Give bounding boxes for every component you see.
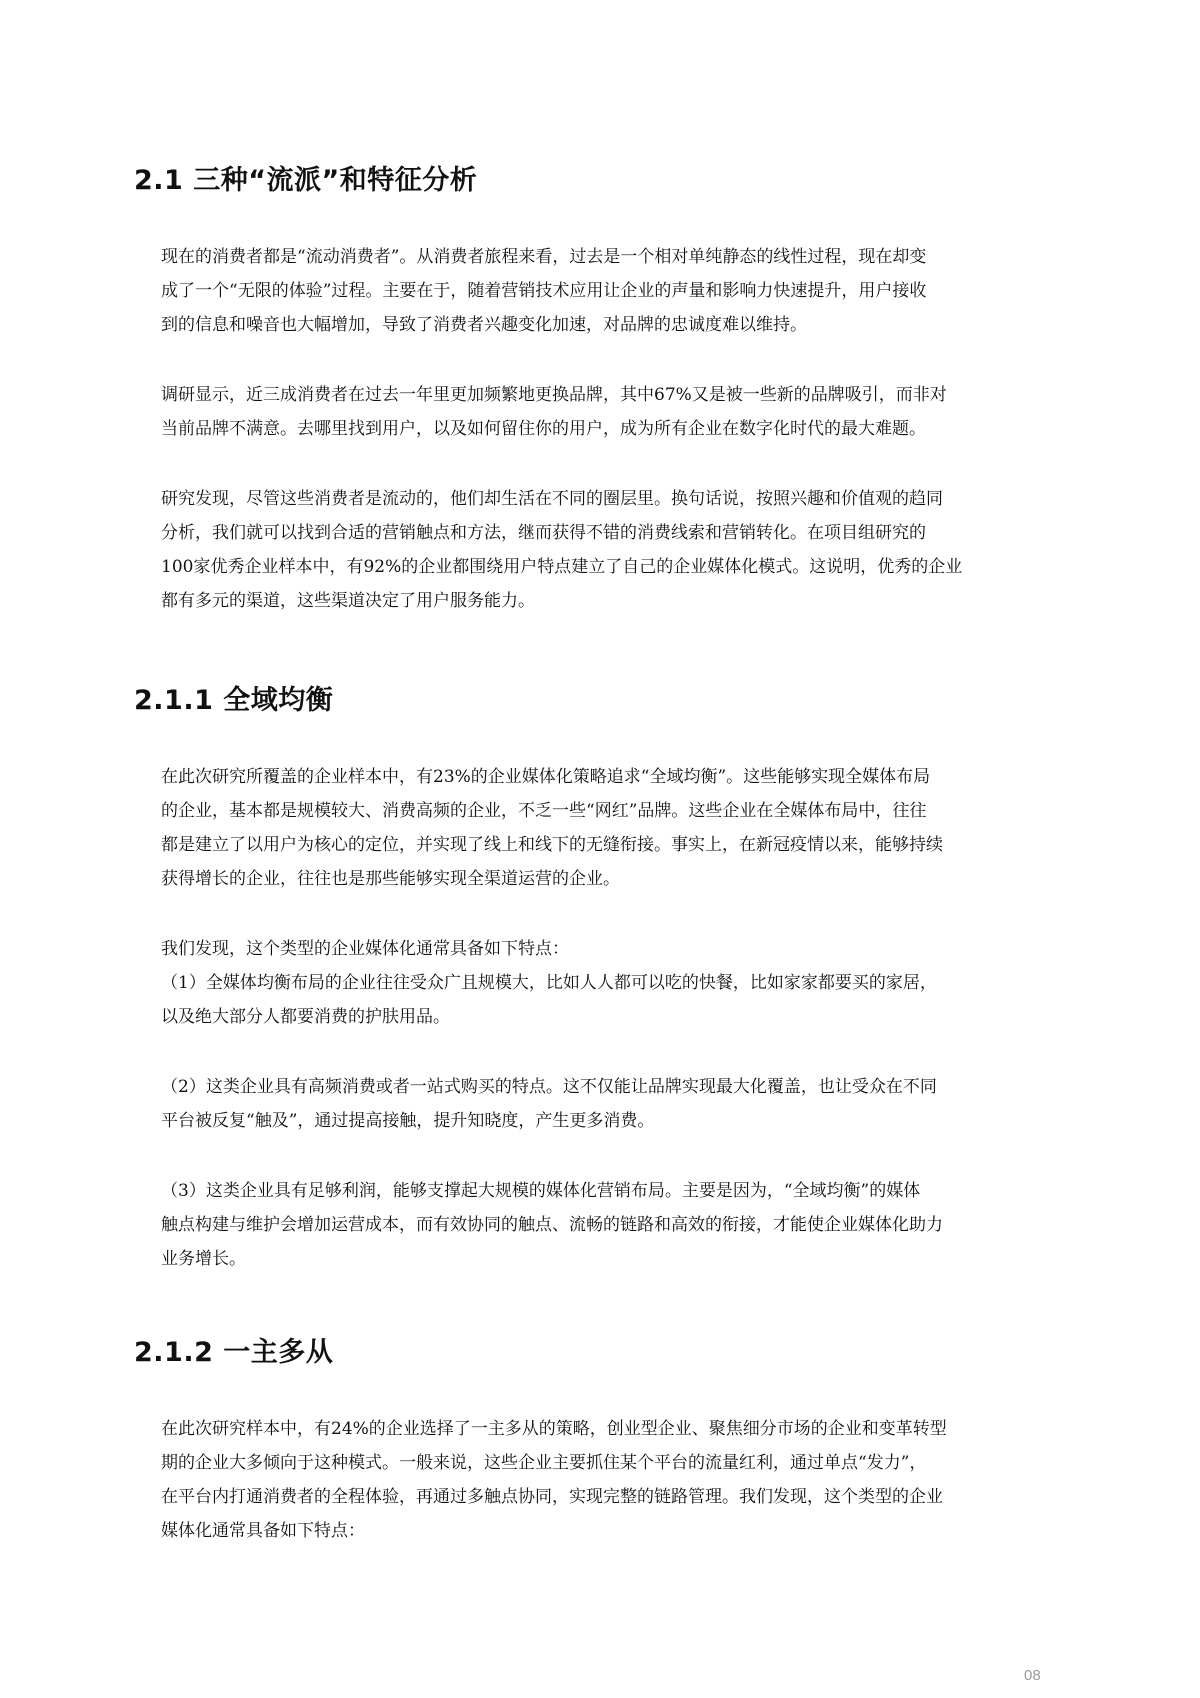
text-line: 在平台内打通消费者的全程体验，再通过多触点协同，实现完整的链路管理。我们发现，这个类型的企业 [161,1487,943,1507]
section-heading-2-1: 2.1 三种“流派”和特征分析 [134,165,478,196]
page-number: 08 [1024,1667,1041,1684]
paragraph-2-1-1 [161,240,1051,342]
text-line: （3）这类企业具有足够利润，能够支撑起大规模的媒体化营销布局。主要是因为，“全域均衡”的媒体 [161,1181,921,1201]
text-line: 都是建立了以用户为核心的定位，并实现了线上和线下的无缝衔接。事实上，在新冠疫情以来，能够持续 [161,835,943,855]
section-heading-2-1-2: 2.1.2 一主多从 [134,1337,334,1368]
text-line: 触点构建与维护会增加运营成本，而有效协同的触点、流畅的链路和高效的衔接，才能使企业媒体化助力 [161,1215,943,1235]
paragraph-2-1-1-4 [161,1174,1051,1276]
text-line: （2）这类企业具有高频消费或者一站式购买的特点。这不仅能让品牌实现最大化覆盖，也让受众在不同 [161,1077,937,1097]
text-line: 研究发现，尽管这些消费者是流动的，他们却生活在不同的圈层里。换句话说，按照兴趣和价值观的趋同 [161,489,943,509]
text-line: 分析，我们就可以找到合适的营销触点和方法，继而获得不错的消费线索和营销转化。在项目组研究的 [161,523,926,543]
text-line: 到的信息和噪音也大幅增加，导致了消费者兴趣变化加速，对品牌的忠诚度难以维持。 [161,315,807,335]
section-heading-2-1-1: 2.1.1 全域均衡 [134,685,334,716]
text-line: 我们发现，这个类型的企业媒体化通常具备如下特点： [161,939,569,959]
text-line: 业务增长。 [161,1249,246,1269]
text-line: 现在的消费者都是“流动消费者”。从消费者旅程来看，过去是一个相对单纯静态的线性过程，现在却变 [161,247,927,267]
text-line: 成了一个“无限的体验”过程。主要在于，随着营销技术应用让企业的声量和影响力快速提升，用户接收 [161,281,927,301]
text-line: 的企业，基本都是规模较大、消费高频的企业，不乏一些“网红”品牌。这些企业在全媒体布局中，往往 [161,801,927,821]
text-line: 都有多元的渠道，这些渠道决定了用户服务能力。 [161,591,535,611]
text-line: 在此次研究所覆盖的企业样本中，有23%的企业媒体化策略追求“全域均衡”。这些能够实现全媒体布局 [161,767,931,787]
text-line: 获得增长的企业，往往也是那些能够实现全渠道运营的企业。 [161,869,620,889]
text-line: 调研显示，近三成消费者在过去一年里更加频繁地更换品牌，其中67%又是被一些新的品牌吸引，而非对 [161,385,947,405]
paragraph-2-1-2-1 [161,1412,1051,1548]
paragraph-2-1-1-1 [161,760,1051,896]
text-line: 当前品牌不满意。去哪里找到用户，以及如何留住你的用户，成为所有企业在数字化时代的最大难题。 [161,419,926,439]
paragraph-2-1-3 [161,482,1051,618]
text-line: （1）全媒体均衡布局的企业往往受众广且规模大，比如人人都可以吃的快餐，比如家家都要买的家居， [161,973,937,993]
text-line: 100家优秀企业样本中，有92%的企业都围绕用户特点建立了自己的企业媒体化模式。这说明，优秀的企业 [161,557,963,577]
paragraph-2-1-2 [161,378,1051,446]
text-line: 媒体化通常具备如下特点： [161,1521,365,1541]
paragraph-2-1-1-3 [161,1070,1051,1138]
paragraph-2-1-1-2 [161,932,1051,1034]
text-line: 在此次研究样本中，有24%的企业选择了一主多从的策略，创业型企业、聚焦细分市场的企业和变革转型 [161,1419,947,1439]
text-line: 期的企业大多倾向于这种模式。一般来说，这些企业主要抓住某个平台的流量红利，通过单点“发力”， [161,1453,927,1473]
text-line: 以及绝大部分人都要消费的护肤用品。 [161,1007,450,1027]
text-line: 平台被反复“触及”，通过提高接触，提升知晓度，产生更多消费。 [161,1111,655,1131]
